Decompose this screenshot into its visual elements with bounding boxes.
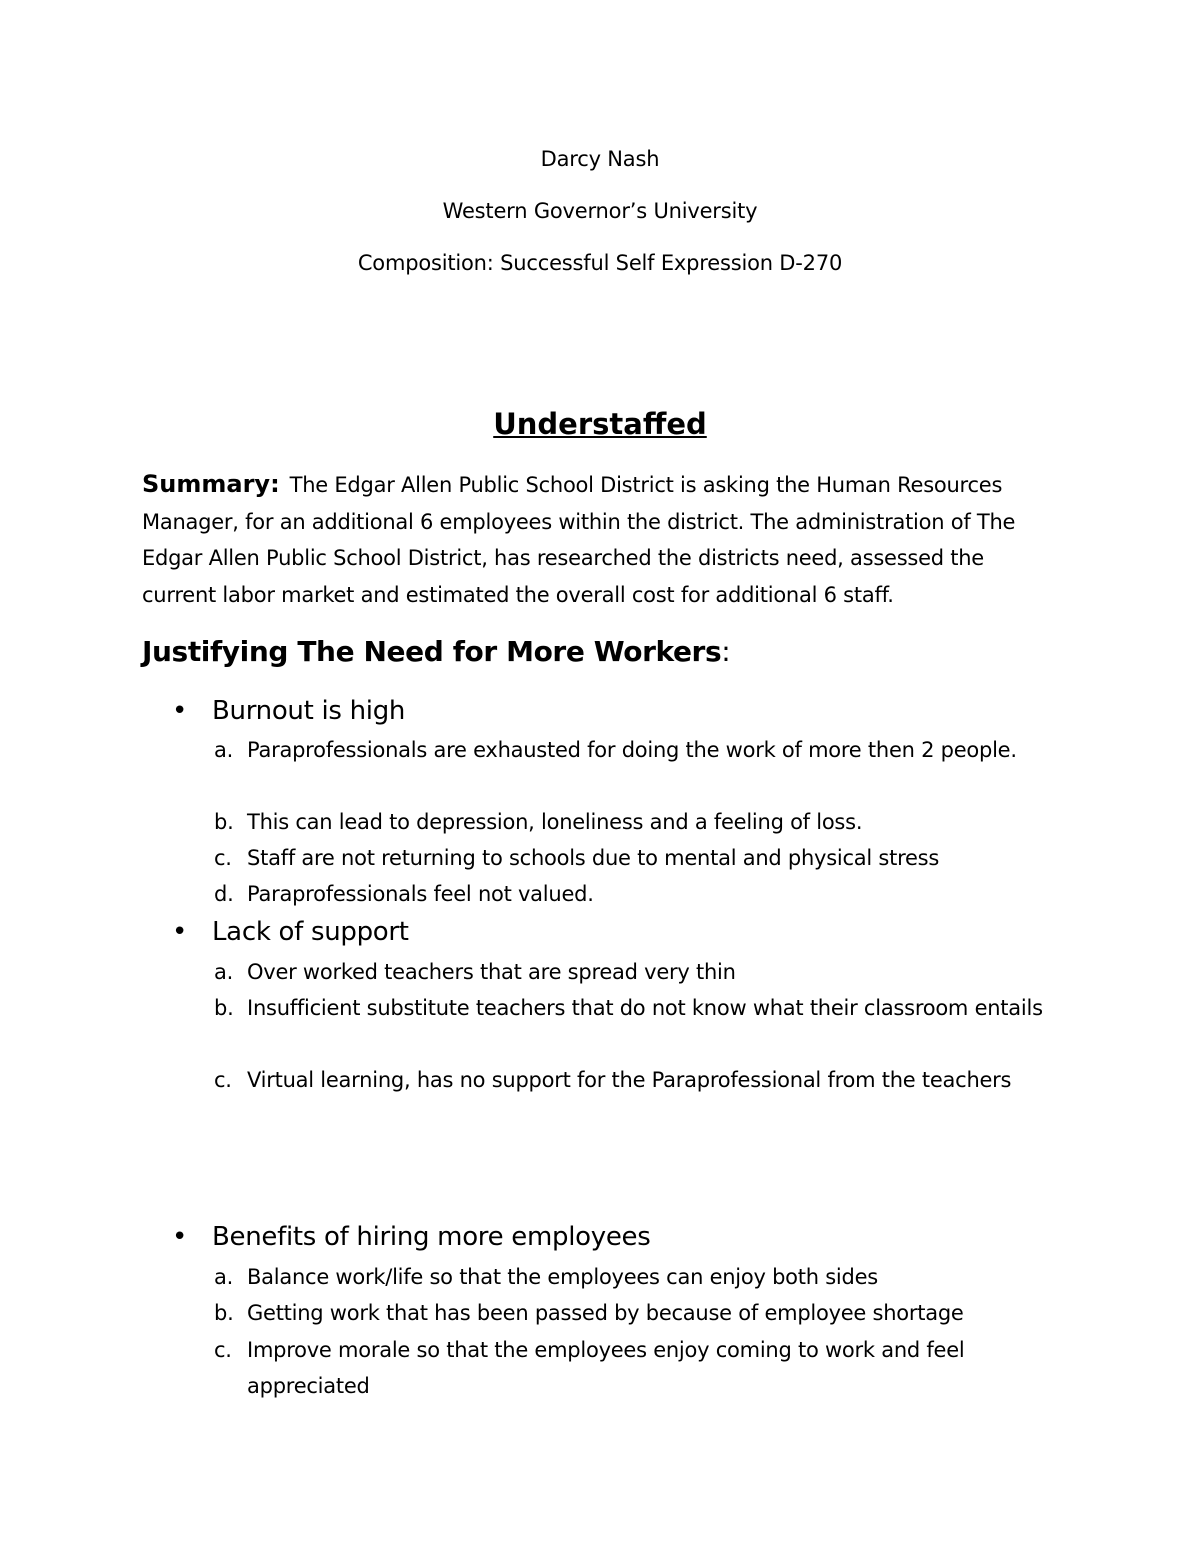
sub-list-item xyxy=(214,1295,1044,1331)
sub-list-item xyxy=(214,1332,1044,1404)
section-heading-colon: : xyxy=(721,635,731,668)
sub-list-letter: b. xyxy=(214,996,234,1020)
institution-name: Western Governor’s University xyxy=(442,199,758,223)
sub-list-letter: c. xyxy=(214,846,232,870)
summary-paragraph xyxy=(142,466,1062,613)
sub-list-text: Improve morale so that the employees enjoy coming to work and feel appreciated xyxy=(247,1338,965,1398)
sub-list-letter: a. xyxy=(214,738,234,762)
sub-list-text: Virtual learning, has no support for the Paraprofessional from the teachers xyxy=(247,1068,1012,1092)
sub-list-text: This can lead to depression, loneliness and a feeling of loss. xyxy=(247,810,863,834)
sub-list-text: Staff are not returning to schools due to mental and physical stress xyxy=(247,846,940,870)
section-heading-text: Justifying The Need for More Workers xyxy=(142,635,722,668)
bullet-dot-icon: • xyxy=(172,696,188,726)
sub-list-letter: d. xyxy=(214,882,234,906)
sub-list-letter: b. xyxy=(214,1301,234,1325)
sub-list-letter: b. xyxy=(214,810,234,834)
sub-list-item xyxy=(214,840,1044,876)
section-heading xyxy=(142,632,730,672)
bullet-dot-icon: • xyxy=(172,917,188,947)
sub-list-letter: a. xyxy=(214,960,234,984)
bullet-dot-icon: • xyxy=(172,1222,188,1252)
sub-list-text: Balance work/life so that the employees can enjoy both sides xyxy=(247,1265,878,1289)
sub-list-item xyxy=(214,1062,1044,1098)
sub-list-item xyxy=(214,876,1044,912)
sub-list-item xyxy=(214,732,1044,768)
sub-list-text: Over worked teachers that are spread very thin xyxy=(247,960,736,984)
sub-list-letter: c. xyxy=(214,1338,232,1362)
sub-list-letter: a. xyxy=(214,1265,234,1289)
document-title: Understaffed xyxy=(493,407,707,441)
sub-list-text: Getting work that has been passed by because of employee shortage xyxy=(247,1301,964,1325)
bullet-label: Burnout is high xyxy=(212,696,406,726)
course-title: Composition: Successful Self Expression D-270 xyxy=(357,251,843,275)
sub-list-letter: c. xyxy=(214,1068,232,1092)
sub-list-text: Paraprofessionals are exhausted for doing the work of more then 2 people. xyxy=(247,738,1017,762)
author-name: Darcy Nash xyxy=(540,147,660,171)
sub-list-item xyxy=(214,990,1044,1026)
summary-text: The Edgar Allen Public School District is asking the Human Resources Manager, for an additional 6 employees within the district. The administration of The Edgar Allen Public School District, has researched the districts need, assessed the current labor market and estimated the overall cost for additional 6 staff. xyxy=(142,473,1016,607)
bullet-label: Benefits of hiring more employees xyxy=(212,1222,651,1252)
sub-list-text: Paraprofessionals feel not valued. xyxy=(247,882,594,906)
sub-list-text: Insufficient substitute teachers that do not know what their classroom entails xyxy=(247,996,1043,1020)
bullet-label: Lack of support xyxy=(212,917,409,947)
sub-list-item xyxy=(214,1259,1044,1295)
summary-label: Summary: xyxy=(142,470,280,498)
sub-list-item xyxy=(214,804,1044,840)
sub-list-item xyxy=(214,954,1044,990)
